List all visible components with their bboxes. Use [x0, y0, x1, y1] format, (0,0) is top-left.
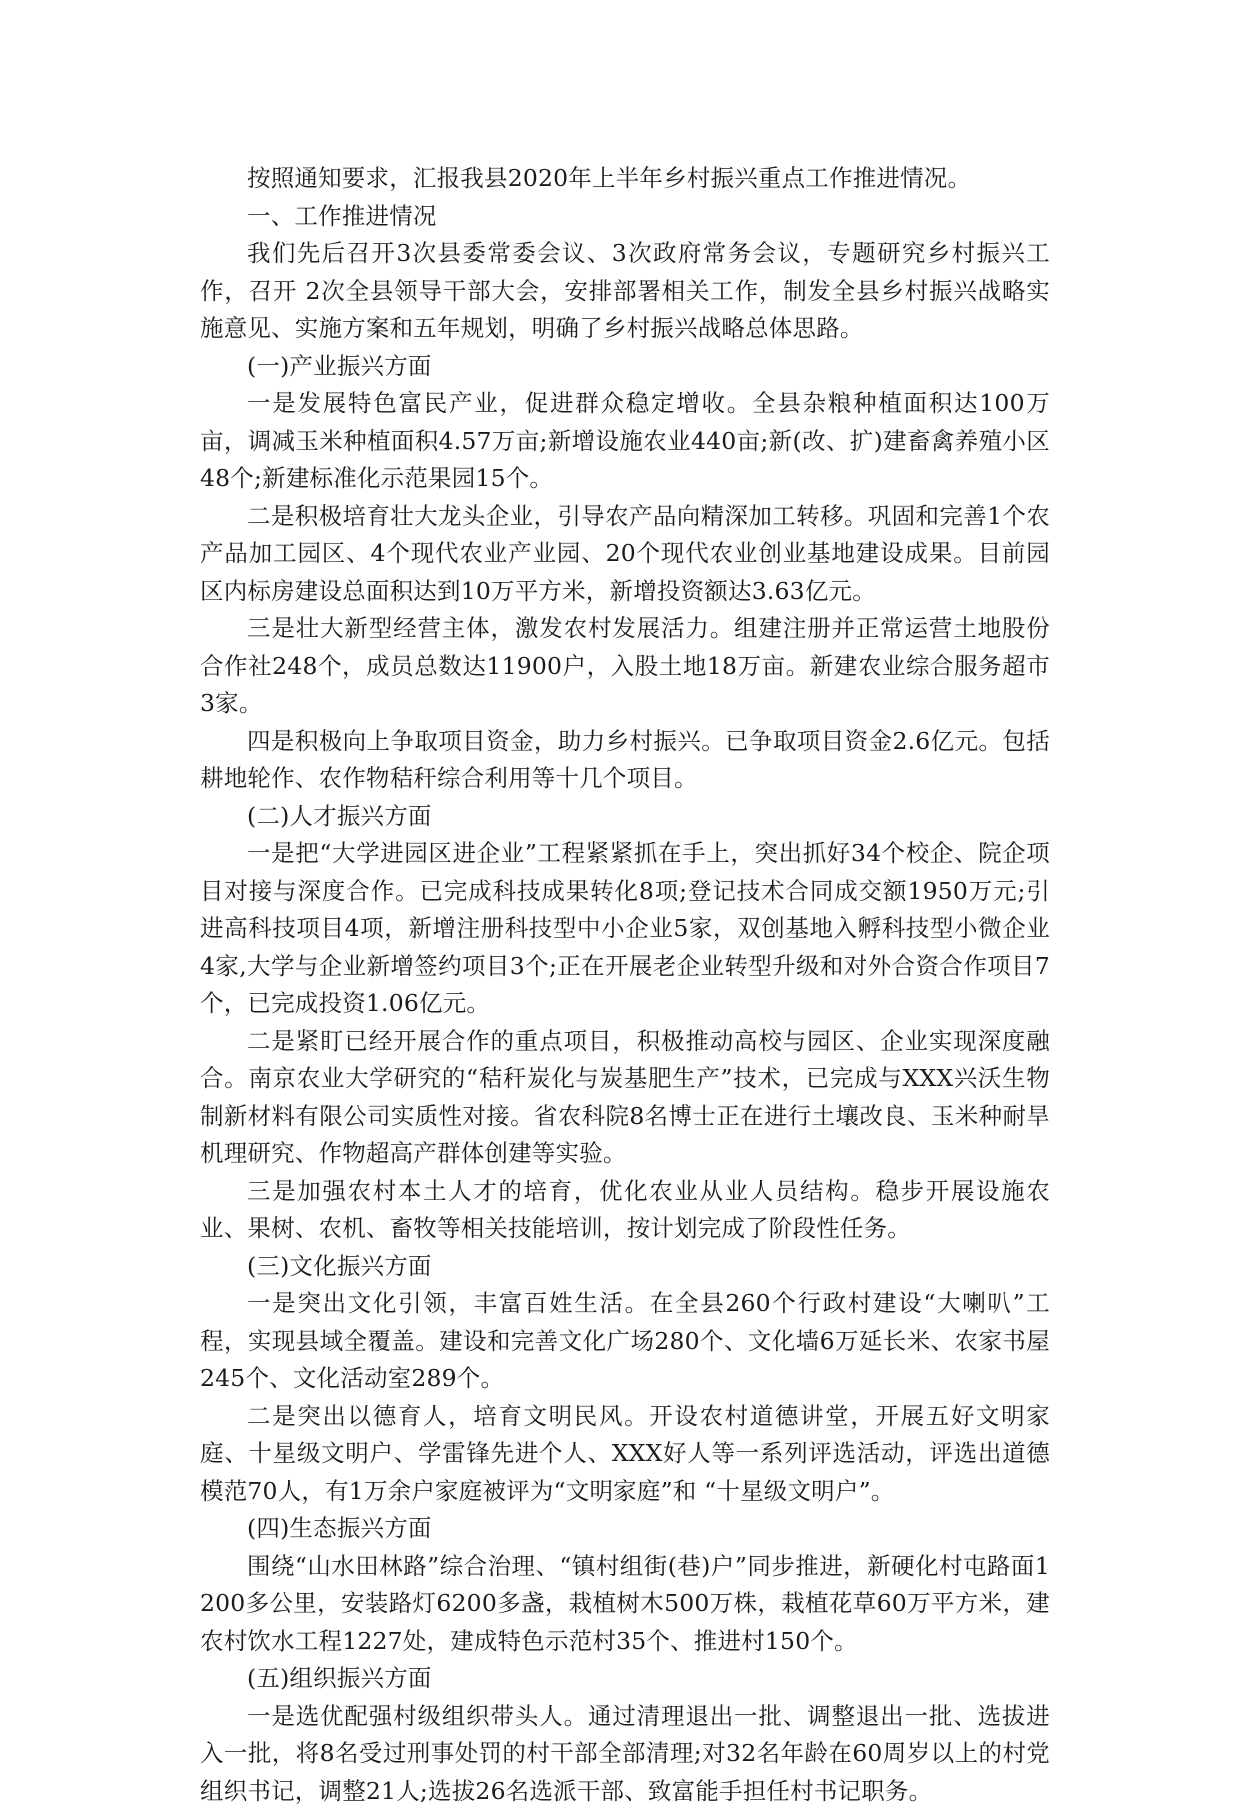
- talent-paragraph-3: 三是加强农村本土人才的培育，优化农业从业人员结构。稳步开展设施农业、果树、农机、畜牧等相关技能培训，按计划完成了阶段性任务。: [200, 1173, 1050, 1248]
- section-heading-work-progress: 一、工作推进情况: [200, 198, 1050, 236]
- subsection-heading-organization: (五)组织振兴方面: [200, 1660, 1050, 1698]
- overview-paragraph: 我们先后召开3次县委常委会议、3次政府常务会议，专题研究乡村振兴工作，召开 2次全县领导干部大会，安排部署相关工作，制发全县乡村振兴战略实施意见、实施方案和五年规划，明确了乡村振兴战略总体思路。: [200, 235, 1050, 348]
- intro-paragraph: 按照通知要求，汇报我县2020年上半年乡村振兴重点工作推进情况。: [200, 160, 1050, 198]
- industry-paragraph-1: 一是发展特色富民产业，促进群众稳定增收。全县杂粮种植面积达100万亩，调减玉米种植面积4.57万亩;新增设施农业440亩;新(改、扩)建畜禽养殖小区48个;新建标准化示范果园15个。: [200, 385, 1050, 498]
- ecology-paragraph: 围绕“山水田林路”综合治理、“镇村组街(巷)户”同步推进，新硬化村屯路面1200多公里，安装路灯6200多盏，栽植树木500万株，栽植花草60万平方米，建农村饮水工程1227处，建成特色示范村35个、推进村150个。: [200, 1548, 1050, 1661]
- document-body: [200, 160, 1050, 1810]
- organization-paragraph-1: 一是选优配强村级组织带头人。通过清理退出一批、调整退出一批、选拔进入一批，将8名受过刑事处罚的村干部全部清理;对32名年龄在60周岁以上的村党组织书记，调整21人;选拔26名选派干部、致富能手担任村书记职务。: [200, 1698, 1050, 1810]
- industry-paragraph-2: 二是积极培育壮大龙头企业，引导农产品向精深加工转移。巩固和完善1个农产品加工园区、4个现代农业产业园、20个现代农业创业基地建设成果。目前园区内标房建设总面积达到10万平方米，新增投资额达3.63亿元。: [200, 498, 1050, 611]
- culture-paragraph-2: 二是突出以德育人，培育文明民风。开设农村道德讲堂，开展五好文明家庭、十星级文明户、学雷锋先进个人、XXX好人等一系列评选活动，评选出道德模范70人，有1万余户家庭被评为“文明家庭”和 “十星级文明户”。: [200, 1398, 1050, 1511]
- subsection-heading-ecology: (四)生态振兴方面: [200, 1510, 1050, 1548]
- culture-paragraph-1: 一是突出文化引领，丰富百姓生活。在全县260个行政村建设“大喇叭”工程，实现县域全覆盖。建设和完善文化广场280个、文化墙6万延长米、农家书屋245个、文化活动室289个。: [200, 1285, 1050, 1398]
- industry-paragraph-4: 四是积极向上争取项目资金，助力乡村振兴。已争取项目资金2.6亿元。包括耕地轮作、农作物秸秆综合利用等十几个项目。: [200, 723, 1050, 798]
- talent-paragraph-1: 一是把“大学进园区进企业”工程紧紧抓在手上，突出抓好34个校企、院企项目对接与深度合作。已完成科技成果转化8项;登记技术合同成交额1950万元;引进高科技项目4项，新增注册科技型中小企业5家，双创基地入孵科技型小微企业4家,大学与企业新增签约项目3个;正在开展老企业转型升级和对外合资合作项目7个，已完成投资1.06亿元。: [200, 835, 1050, 1023]
- industry-paragraph-3: 三是壮大新型经营主体，激发农村发展活力。组建注册并正常运营土地股份合作社248个，成员总数达11900户，入股土地18万亩。新建农业综合服务超市3家。: [200, 610, 1050, 723]
- talent-paragraph-2: 二是紧盯已经开展合作的重点项目，积极推动高校与园区、企业实现深度融合。南京农业大学研究的“秸秆炭化与炭基肥生产”技术，已完成与XXX兴沃生物制新材料有限公司实质性对接。省农科院8名博士正在进行土壤改良、玉米种耐旱机理研究、作物超高产群体创建等实验。: [200, 1023, 1050, 1173]
- subsection-heading-industry: (一)产业振兴方面: [200, 348, 1050, 386]
- subsection-heading-culture: (三)文化振兴方面: [200, 1248, 1050, 1286]
- subsection-heading-talent: (二)人才振兴方面: [200, 798, 1050, 836]
